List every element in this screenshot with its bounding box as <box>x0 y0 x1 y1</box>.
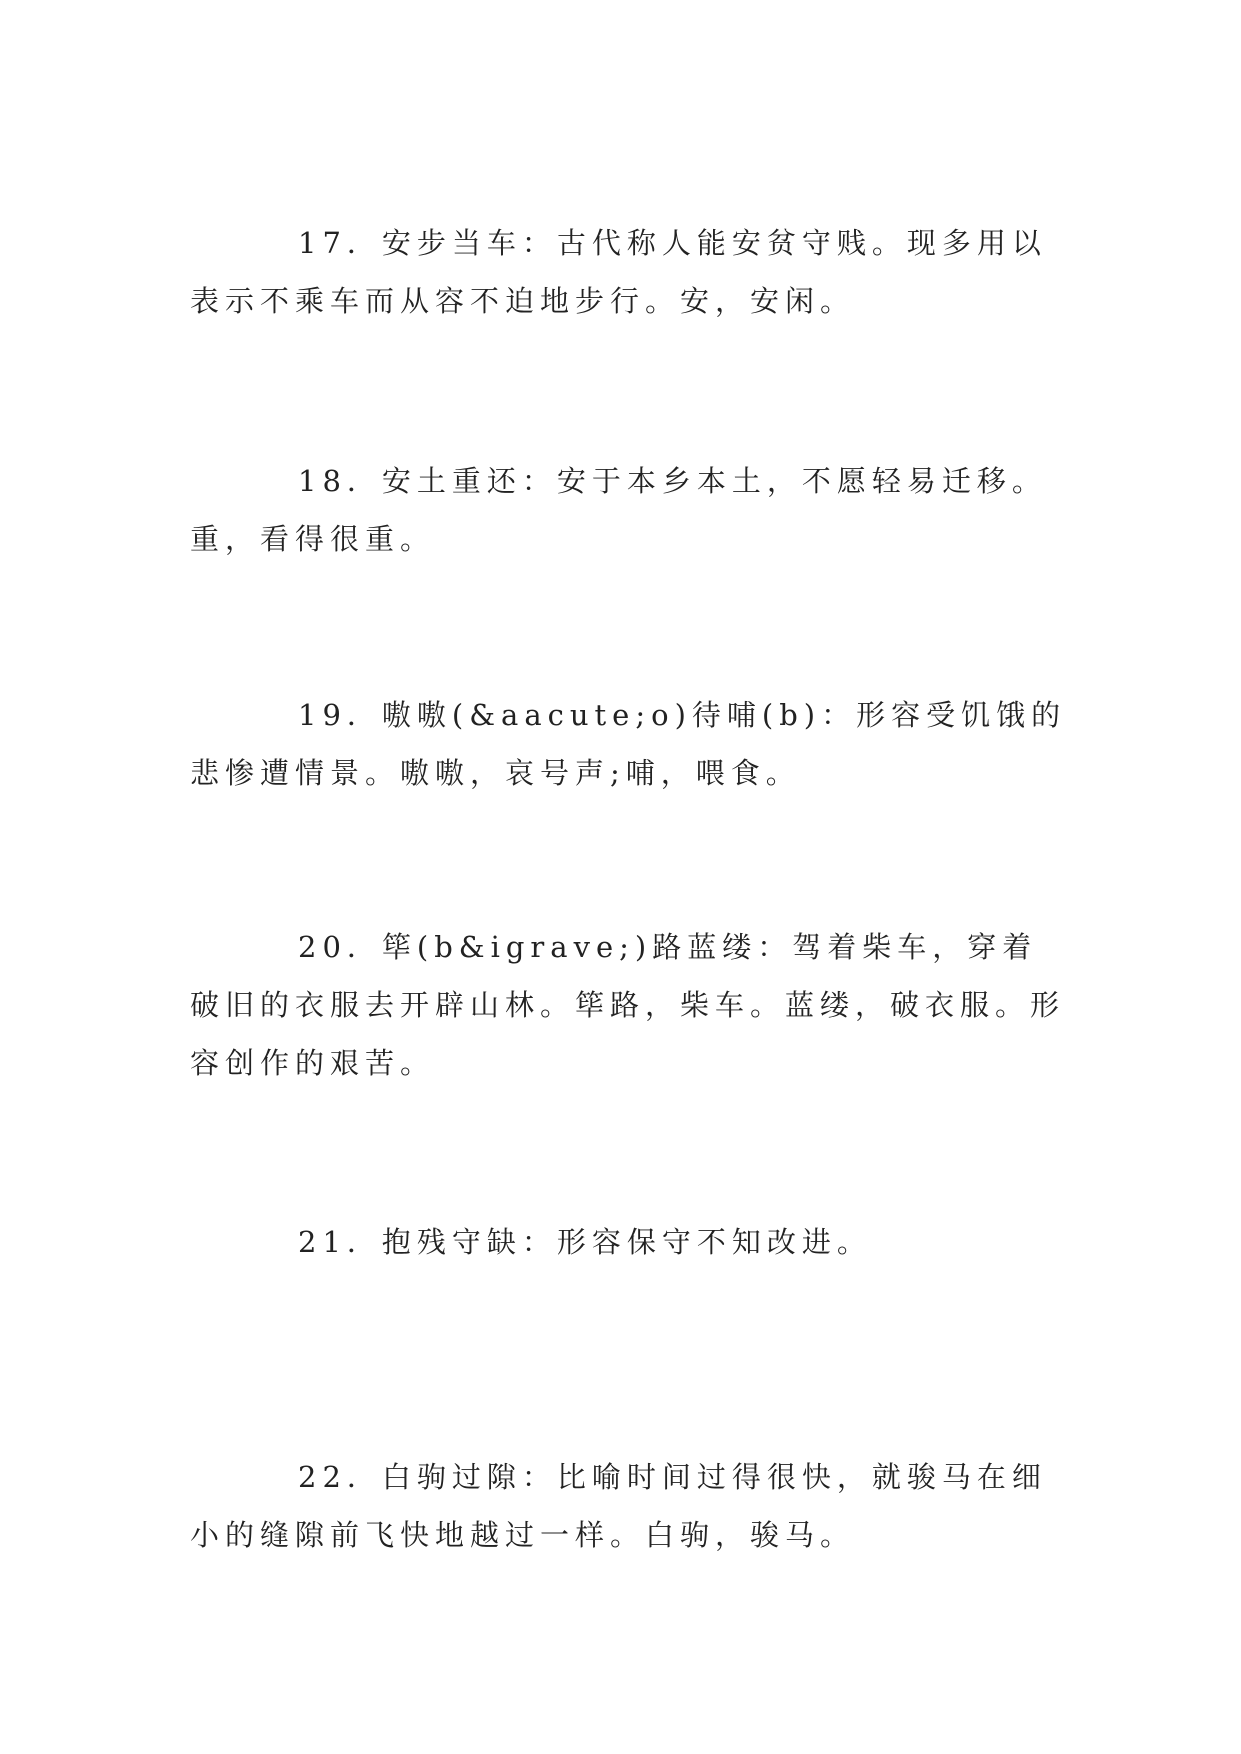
idiom-entry-22: 22．白驹过隙：比喻时间过得很快，就骏马在细小的缝隙前飞快地越过一样。白驹，骏马。 <box>190 1460 1047 1552</box>
idiom-entry-19: 19．嗷嗷(&aacute;o)待哺(b)：形容受饥饿的悲惨遭情景。嗷嗷，哀号声;哺，喂食。 <box>190 698 1067 790</box>
idiom-entry-17: 17．安步当车：古代称人能安贫守贱。现多用以表示不乘车而从容不迫地步行。安，安闲。 <box>190 226 1047 318</box>
idiom-entry-18: 18．安土重还：安于本乡本土，不愿轻易迁移。重，看得很重。 <box>190 464 1047 556</box>
idiom-entry-20: 20．筚(b&igrave;)路蓝缕：驾着柴车，穿着破旧的衣服去开辟山林。筚路，柴车。蓝缕，破衣服。形容创作的艰苦。 <box>190 930 1066 1080</box>
idiom-entry-21: 21．抱残守缺：形容保守不知改进。 <box>298 1225 872 1259</box>
